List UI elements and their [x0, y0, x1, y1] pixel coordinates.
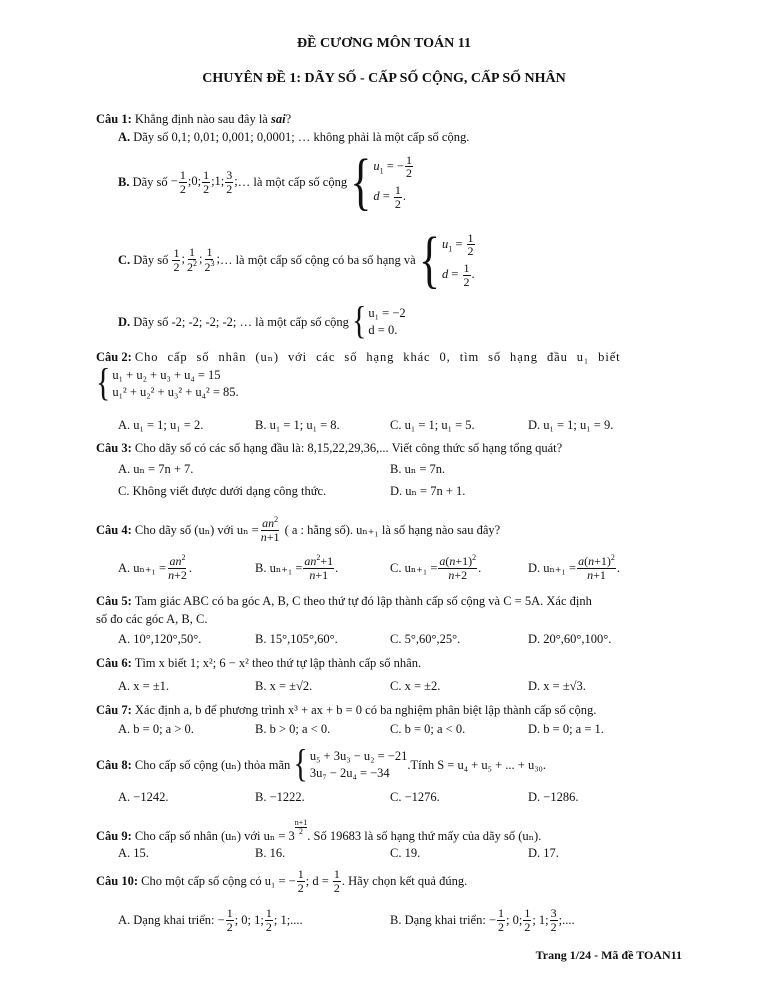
q1-b-pre: Dãy số	[132, 174, 168, 189]
q2-eq2: u₁² + u₂² + u₃² + u₄² = 85	[112, 385, 236, 399]
q2-system: { u₁ + u₂ + u₃ + u₄ = 15 u₁² + u₂² + u₃² + u₄² = 85.	[96, 361, 239, 405]
q1-a-text: Dãy số 0,1; 0,01; 0,001; 0,0001; … không phải là một cấp số cộng.	[133, 130, 470, 144]
q9-post: . Số 19683 là số hạng thứ mấy của dãy số (uₙ).	[307, 829, 542, 843]
q1-b-system: { $u_1$ = − $\frac{1}{2}$ d = $\frac{1}{2}$ .	[350, 145, 412, 217]
q4-c-label: C. uₙ₊₁ =	[390, 560, 438, 575]
page-footer: Trang 1/24 - Mã đề TOAN11	[535, 948, 682, 962]
q9-option-c: C. 19.	[390, 846, 421, 860]
q1-d-sys-2: d = 0.	[368, 323, 398, 337]
q6-text: Tìm x biết 1; x²; 6 − x² theo thứ tự lập thành cấp số nhân.	[134, 656, 422, 670]
q3-option-c: C. Không viết được dưới dạng công thức.	[118, 484, 327, 498]
q7-text: Xác định a, b để phương trình x³ + ax + b = 0 có ba nghiệm phân biệt lập thành cấp số cộng.	[134, 703, 597, 717]
q5-option-b: B. 15°,105°,60°.	[255, 632, 338, 646]
q1-d-label: D.	[118, 314, 131, 329]
q9-exponent	[295, 819, 308, 836]
q1-option-a	[118, 130, 469, 145]
q7-label: Câu 7:	[96, 703, 132, 717]
q1-c-pre: Dãy số	[133, 252, 169, 267]
q9-exp-rest: +1	[298, 818, 308, 827]
q2-option-c: C. u₁ = 1; u₁ = 5.	[390, 418, 475, 432]
q5-option-a: A. 10°,120°,50°.	[118, 632, 202, 646]
q1-option-c	[118, 223, 476, 295]
q7-option-c: C. b = 0; a < 0.	[390, 722, 466, 736]
q1-c-seq-tail: … là một cấp số cộng có ba số hạng và	[219, 252, 416, 267]
q8-option-a: A. −1242.	[118, 790, 169, 804]
q9-label: Câu 9:	[96, 829, 132, 843]
q7-stem	[96, 703, 596, 718]
q4-formula: $\frac{an^2}{n+1}$	[260, 515, 280, 544]
q7-option-b: B. b > 0; a < 0.	[255, 722, 331, 736]
q9-exp-den: 2	[299, 827, 304, 836]
q1-c-seq: $\frac{1}{2}$ ; $\frac{1}{2^2}$ ; $\frac{1}{2^3}$ ;	[173, 245, 220, 274]
q10-b-end: ;....	[558, 912, 575, 927]
q1-d-sys-1: u₁ = −2	[368, 306, 406, 320]
q10-a-end: ; 1;....	[273, 912, 303, 927]
q4-stem	[96, 510, 500, 550]
q2-option-b: B. u₁ = 1; u₁ = 8.	[255, 418, 340, 432]
q8-pre: Cho cấp số cộng (uₙ) thỏa mãn	[134, 757, 291, 772]
q1-d-text: Dãy số -2; -2; -2; -2; … là một cấp số cộng	[133, 314, 349, 329]
q9-option-b: B. 16.	[255, 846, 286, 860]
q10-option-a: A. Dạng khai triển: − $\frac{1}{2}$ ; 0; 1; $\frac{1}{2}$ ; 1;....	[118, 905, 303, 934]
q1-c-system: { $u_1$ = $\frac{1}{2}$ d = $\frac{1}{2}$ .	[418, 223, 475, 295]
q4-b-label: B. uₙ₊₁ =	[255, 560, 303, 575]
q10-b-mid: ; 1;	[532, 912, 549, 927]
q9-option-a: A. 15.	[118, 846, 149, 860]
q4-label: Câu 4:	[96, 522, 132, 537]
q8-option-d: D. −1286.	[528, 790, 579, 804]
q1-b-seq: − $\frac{1}{2}$ ;0; $\frac{1}{2}$ ;1; $\frac{3}{2}$ ;	[170, 167, 238, 196]
q10-b-tail: ; 0;	[506, 912, 523, 927]
q5-text1: Tam giác ABC có ba góc A, B, C theo thứ tự đó lập thành cấp số cộng và C = 5A. Xác định	[134, 594, 592, 608]
q4-option-a: A. uₙ₊₁ = $\frac{an^2}{n+2}$ .	[118, 553, 192, 582]
q1-a-label: A.	[118, 130, 131, 144]
q10-post: . Hãy chọn kết quả đúng.	[341, 873, 468, 888]
q4-option-d: D. uₙ₊₁ = $\frac{a(n+1)^2}{n+1}$ .	[528, 553, 620, 582]
q3-label: Câu 3:	[96, 441, 132, 455]
q7-option-a: A. b = 0; a > 0.	[118, 722, 194, 736]
q5-option-c: C. 5°,60°,25°.	[390, 632, 461, 646]
q1-label: Câu 1:	[96, 112, 132, 126]
q10-stem: Câu 10: Cho một cấp số cộng có u₁ = − $\frac{1}{2}$ ; d = $\frac{1}{2}$ . Hãy chọn kết quả đúng.	[96, 866, 468, 895]
q2-stem	[96, 350, 688, 365]
q6-option-c: C. x = ±2.	[390, 679, 441, 693]
q1-stem-text: Khẳng định nào sau đây là	[134, 112, 268, 126]
q5-label: Câu 5:	[96, 594, 132, 608]
q8-stem	[96, 742, 546, 788]
q2-option-a: A. u₁ = 1; u₁ = 2.	[118, 418, 204, 432]
q9-exp-num: n	[294, 818, 299, 827]
q1-b-seq-tail: … là một cấp số cộng	[237, 174, 348, 189]
q1-stem-end: ?	[285, 112, 292, 126]
q10-mid: ; d =	[305, 873, 329, 888]
q5-option-d: D. 20°,60°,100°.	[528, 632, 612, 646]
q5-stem	[96, 594, 592, 609]
q1-option-b	[118, 145, 414, 217]
q3-option-a: A. uₙ = 7n + 7.	[118, 462, 194, 476]
q10-a-tail: ; 0; 1;	[234, 912, 264, 927]
q4-option-c: C. uₙ₊₁ = $\frac{a(n+1)^2}{n+2}$ .	[390, 553, 482, 582]
q4-option-b: B. uₙ₊₁ = $\frac{an^2+1}{n+1}$ .	[255, 553, 339, 582]
q2-eq1: u₁ + u₂ + u₃ + u₄ = 15	[112, 368, 221, 382]
q1-stem	[96, 112, 291, 127]
q2-label: Câu 2:	[96, 350, 132, 364]
q10-a-pre: A. Dạng khai triển: −	[118, 912, 225, 927]
q10-label: Câu 10:	[96, 873, 139, 888]
q3-option-d: D. uₙ = 7n + 1.	[390, 484, 466, 498]
q1-c-label: C.	[118, 252, 131, 267]
q6-option-a: A. x = ±1.	[118, 679, 170, 693]
q1-stem-emph: sai	[270, 112, 286, 126]
q4-a-label: A. uₙ₊₁ =	[118, 560, 167, 575]
q4-post: ( a : hằng số). uₙ₊₁ là số hạng nào sau đây?	[284, 522, 501, 537]
q9-stem	[96, 818, 541, 844]
q7-option-d: D. b = 0; a = 1.	[528, 722, 604, 736]
q8-post: .Tính S = u₄ + u₅ + ... + u₃₀.	[407, 757, 547, 772]
document-subtitle: CHUYÊN ĐỀ 1: DÃY SỐ - CẤP SỐ CỘNG, CẤP SỐ NHÂN	[202, 71, 566, 86]
q8-system: { u₅ + 3u₃ − u₂ = −21 3u₇ − 2u₄ = −34	[293, 742, 408, 786]
q3-option-b: B. uₙ = 7n.	[390, 462, 446, 476]
q1-b-label: B.	[118, 174, 130, 189]
q8-option-c: C. −1276.	[390, 790, 440, 804]
q8-option-b: B. −1222.	[255, 790, 305, 804]
q8-eq2: 3u₇ − 2u₄ = −34	[309, 766, 390, 780]
q6-option-b: B. x = ±√2.	[255, 679, 313, 693]
q4-d-label: D. uₙ₊₁ =	[528, 560, 577, 575]
q9-option-d: D. 17.	[528, 846, 559, 860]
q2-text: Cho cấp số nhân (uₙ) với các số hạng khác 0, tìm số hạng đầu u₁ biết	[134, 350, 621, 364]
document-title: ĐỀ CƯƠNG MÔN TOÁN 11	[297, 36, 471, 51]
q1-option-d	[118, 299, 406, 343]
q3-stem	[96, 441, 562, 456]
q4-pre: Cho dãy số (uₙ) với uₙ =	[134, 522, 259, 537]
q10-pre: Cho một cấp số cộng có u₁ = −	[141, 873, 296, 888]
q6-stem	[96, 656, 421, 671]
q5-text2: số đo các góc A, B, C.	[96, 612, 208, 626]
q1-d-system: { u₁ = −2 d = 0.	[352, 299, 406, 343]
q8-eq1: u₅ + 3u₃ − u₂ = −21	[309, 749, 408, 763]
q6-option-d: D. x = ±√3.	[528, 679, 586, 693]
q6-label: Câu 6:	[96, 656, 132, 670]
q8-label: Câu 8:	[96, 757, 132, 772]
q9-pre: Cho cấp số nhân (uₙ) với uₙ = 3	[134, 829, 295, 843]
q2-option-d: D. u₁ = 1; u₁ = 9.	[528, 418, 614, 432]
q3-text: Cho dãy số có các số hạng đầu là: 8,15,22,29,36,... Viết công thức số hạng tổng quát?	[134, 441, 563, 455]
q10-b-pre: B. Dạng khai triển: −	[390, 912, 496, 927]
q10-option-b: B. Dạng khai triển: − $\frac{1}{2}$ ; 0; $\frac{1}{2}$ ; 1; $\frac{3}{2}$ ;....	[390, 905, 575, 934]
